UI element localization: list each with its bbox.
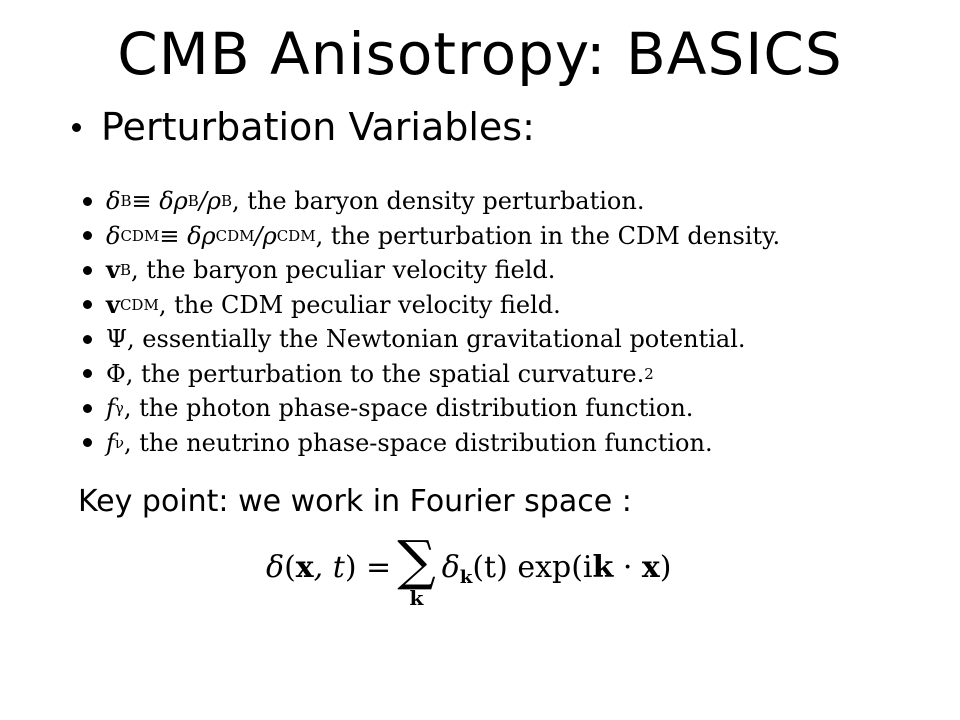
bullet-icon [83,266,92,275]
list-item-text: , the baryon peculiar velocity field. [130,256,556,284]
list-item: v CDM , the CDM peculiar velocity field. [80,288,920,323]
list-item-text: , the perturbation to the spatial curvature. [125,359,645,388]
section-heading [72,105,535,149]
bullet-icon [83,231,92,240]
list-item-text: , the neutrino phase-space distribution function. [124,428,713,457]
bullet-icon [83,404,92,413]
bullet-icon [83,438,92,447]
list-item: f γ , the photon phase-space distribution function. [80,391,920,426]
slide-title: CMB Anisotropy: BASICS [117,20,843,88]
bullet-icon [72,123,81,132]
list-item: Ψ , essentially the Newtonian gravitational potential. [80,322,920,357]
bullet-icon [83,300,92,309]
list-item-text: , the CDM peculiar velocity field. [158,290,561,319]
bullet-icon [83,369,92,378]
list-item: v B , the baryon peculiar velocity field. [80,253,920,288]
list-item-text: , essentially the Newtonian gravitational potential. [127,325,746,353]
section-heading-text: Perturbation Variables: [101,105,535,149]
fourier-formula: δ(x, t) = ∑ k $\delta_k(t) \exp(ik \cdot x)$ [266,529,672,610]
list-item: δ B ≡ δρ B /ρ B , the baryon density perturbation. [80,184,920,219]
list-item: Φ , the perturbation to the spatial curvature. 2 [80,357,920,392]
list-item: δ CDM ≡ δρ CDM /ρ CDM , the perturbation in the CDM density. [80,219,920,254]
summation [397,529,436,610]
sigma-symbol: ∑ [397,529,436,592]
key-point-text: Key point: we work in Fourier space : [78,484,632,519]
bullet-icon [83,335,92,344]
bullet-icon [83,197,92,206]
list-item-text: , the perturbation in the CDM density. [315,221,781,250]
variable-list [80,184,920,460]
list-item-text: , the baryon density perturbation. [232,187,645,215]
list-item-text: , the photon phase-space distribution function. [123,394,694,422]
list-item: f ν , the neutrino phase-space distribution function. [80,426,920,461]
sum-index: k [409,586,424,610]
